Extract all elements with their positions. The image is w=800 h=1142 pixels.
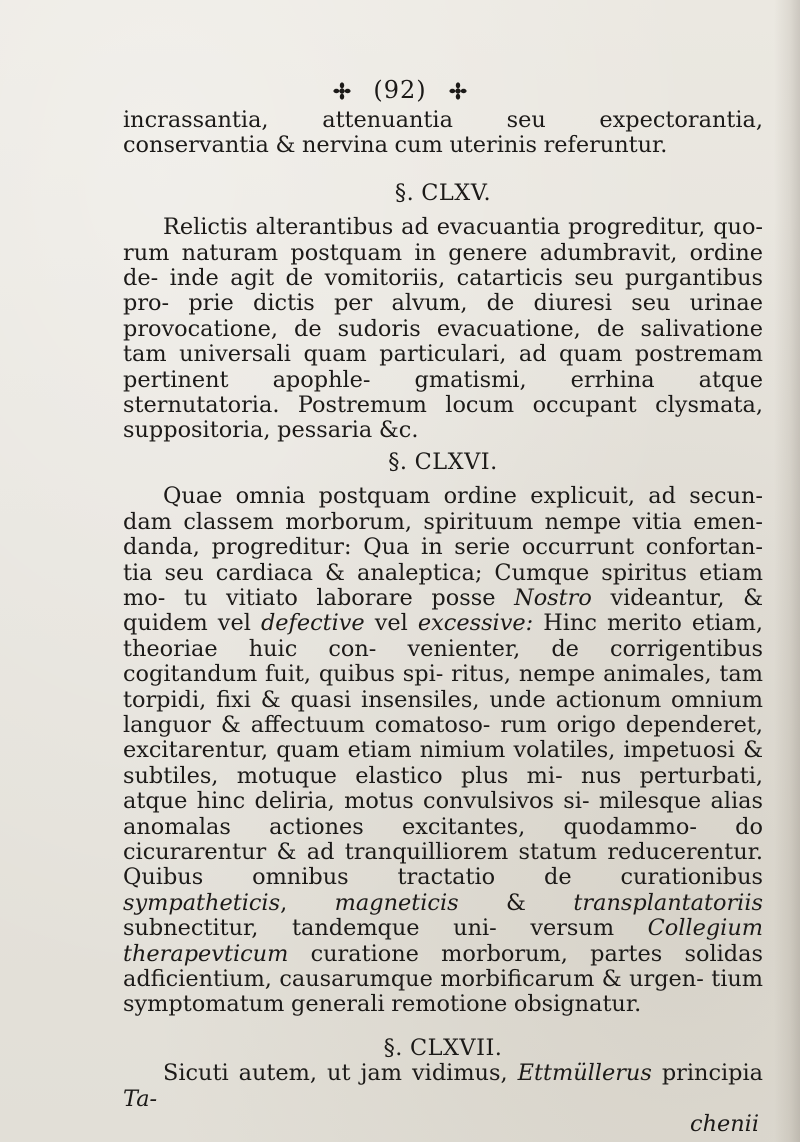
italic-term: sympatheticis xyxy=(123,889,281,916)
text-line: occupant clysmata, suppositoria, pessaria &c. xyxy=(123,392,763,444)
text-line: tium symptomatum generali remotione obsignatur. xyxy=(123,966,764,1018)
italic-term: excessive: xyxy=(417,610,534,637)
text-line: quam particulari, ad quam postremam pertinent apophle- xyxy=(123,341,764,393)
paragraph-clxvi xyxy=(123,484,763,1018)
text-line: solidas adficientium, causarumque morbificarum & urgen- xyxy=(123,940,763,992)
paragraph-clxv xyxy=(123,215,763,444)
text-line: Sicuti autem, ut jam vidimus, xyxy=(163,1060,518,1087)
italic-term: Ta- xyxy=(123,1085,158,1112)
text-line: , xyxy=(280,889,288,916)
text-line: tia seu cardiaca & analeptica; Cumque spiritus etiam mo- xyxy=(123,559,763,611)
section-heading-clxv: §. CLXV. xyxy=(394,179,492,206)
floral-ornament-icon xyxy=(333,82,351,100)
text-line: Quibus omnibus tractatio de curationibus xyxy=(123,864,763,891)
text-line: incrassantia, attenuantia seu expectorantia, conservantia xyxy=(123,107,763,159)
italic-term: Nostro xyxy=(514,584,592,611)
body-text xyxy=(123,108,763,1137)
text-line: curatione morborum, partes xyxy=(288,940,663,967)
text-line: gmatismi, errhina atque sternutatoria. Postremum locum xyxy=(123,366,764,419)
text-line: inde agit de vomitoriis, catarticis seu purgantibus pro- xyxy=(123,265,764,317)
text-line: & nervina cum uterinis referuntur. xyxy=(275,132,668,159)
text-line: & xyxy=(458,889,574,916)
section-heading-clxvi: §. CLXVI. xyxy=(388,448,498,475)
paragraph-clxvii xyxy=(123,1061,763,1112)
page-edge-shadow xyxy=(774,0,800,1142)
text-line: vel xyxy=(364,610,418,637)
paragraph-continued xyxy=(123,108,763,159)
text-line: videantur, & quidem vel xyxy=(123,584,764,637)
text-line: versum xyxy=(530,915,648,942)
text-line: nus perturbati, atque hinc deliria, motus convulsivos si- xyxy=(123,762,763,815)
text-line: do cicurarentur & ad tranquilliorem statum reducerentur. xyxy=(123,813,763,865)
text-line: Relictis alterantibus ad evacuantia progreditur, quo- xyxy=(163,214,763,241)
text-line: de sudoris evacuatione, de salivatione tam universali xyxy=(123,315,763,368)
page-header xyxy=(0,76,800,104)
text-line: unde actionum omnium languor & affectuum comatoso- xyxy=(123,686,763,738)
italic-term: transplantatoriis xyxy=(573,889,763,916)
text-line: subnectitur, tandemque uni- xyxy=(123,915,497,942)
text-line: ritus, nempe animales, tam torpidi, fixi & quasi insensiles, xyxy=(123,661,764,713)
text-line: volatiles, impetuosi & subtiles, motuque elastico plus mi- xyxy=(123,737,764,789)
italic-term: Collegium therapevticum xyxy=(123,915,763,967)
text-line: Hinc merito etiam, theoriae huic con- xyxy=(123,610,763,662)
page-number: (92) xyxy=(373,76,427,104)
text-line: principia xyxy=(651,1060,763,1087)
text-line: Quae omnia postquam ordine explicuit, ad secun- xyxy=(163,483,763,510)
text-line: venienter, de corrigentibus cogitandum fuit, quibus spi- xyxy=(123,635,764,688)
floral-ornament-icon xyxy=(449,82,467,100)
text-line: prie dictis per alvum, de diuresi seu urinae provocatione, xyxy=(123,290,763,342)
text-line: milesque alias anomalas actiones excitantes, quodammo- xyxy=(123,788,763,840)
text-line: tu vitiato laborare posse xyxy=(183,584,515,611)
text-line: danda, progreditur: Qua in serie occurrunt confortan- xyxy=(123,534,763,561)
catchword: chenii xyxy=(690,1111,759,1138)
italic-term: Ettmüllerus xyxy=(517,1060,652,1087)
text-line: rum origo dependeret, excitarentur, quam etiam nimium xyxy=(123,711,763,764)
italic-term: magneticis xyxy=(334,889,459,916)
italic-term: defective xyxy=(260,610,365,637)
section-heading-clxvii: §. CLXVII. xyxy=(383,1034,503,1061)
text-line: rum naturam postquam in genere adumbravit, ordine de- xyxy=(123,239,763,292)
text-line: dam classem morborum, spirituum nempe vitia emen- xyxy=(123,508,763,535)
